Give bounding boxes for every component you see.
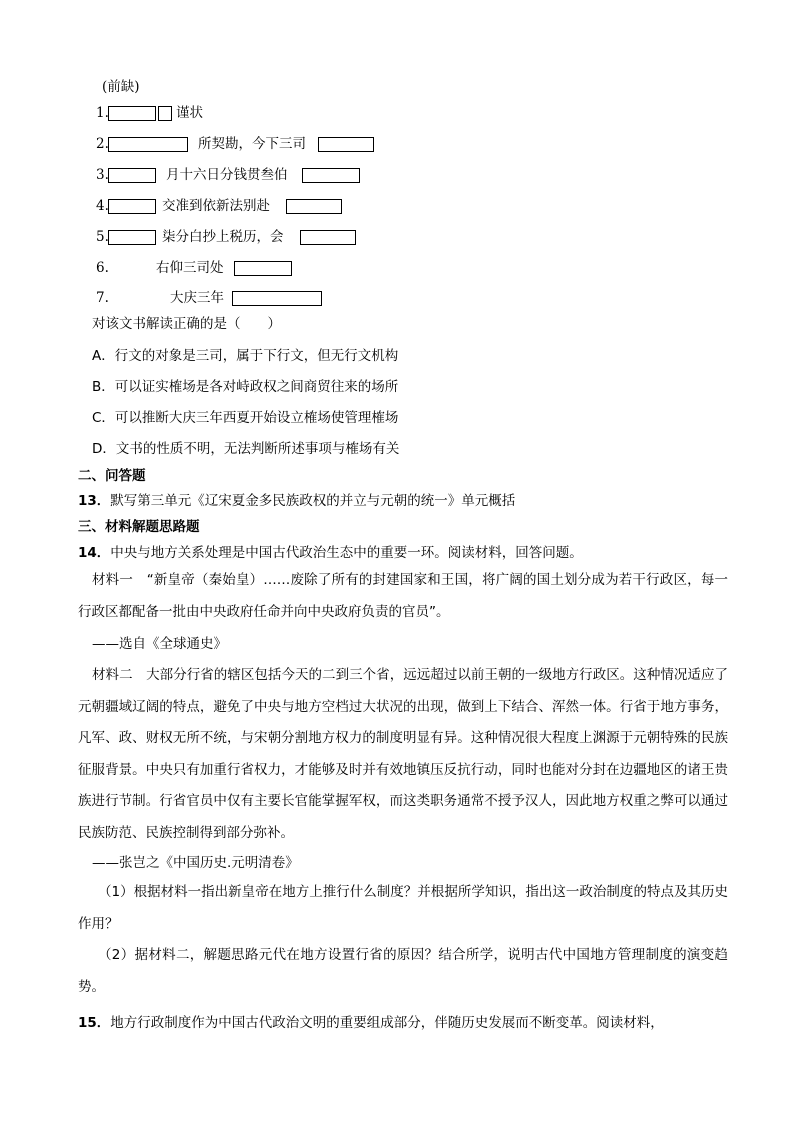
sub-question-1: （1）根据材料一指出新皇帝在地方上推行什么制度？并根据所学知识，指出这一政治制度的特点及其历史作用？ [78, 884, 728, 932]
document-line-text: 右仰三司处 [156, 260, 224, 276]
document-line-text: 交准到依新法别赴 [162, 198, 270, 214]
material-one: 材料一 “新皇帝（秦始皇）……废除了所有的封建国家和王国，将广阔的国土划分成为若干行政区，每一行政区都配备一批由中央政府任命并向中央政府负责的官员”。 [78, 572, 728, 620]
question-15 [78, 1011, 664, 1031]
line-number: 4. [96, 198, 109, 214]
question-13 [78, 489, 515, 509]
missing-text-box [108, 199, 156, 214]
missing-text-box [300, 230, 356, 245]
option-c: C．可以推断大庆三年西夏开始设立榷场使管理榷场 [92, 410, 399, 426]
question-number: 14． [78, 545, 111, 561]
missing-text-box [234, 261, 292, 276]
missing-text-box [232, 291, 322, 306]
question-stem: 对该文书解读正确的是（ ） [92, 316, 281, 332]
missing-text-box [108, 137, 188, 152]
document-header: (前缺) [102, 79, 140, 95]
material-source: ——张岂之《中国历史.元明清卷》 [92, 855, 299, 871]
question-text: 地方行政制度作为中国古代政治文明的重要组成部分，伴随历史发展而不断变革。阅读材料， [110, 1015, 664, 1031]
section-title: 二、问答题 [78, 468, 146, 484]
missing-text-box [108, 230, 156, 245]
material-two: 材料二 大部分行省的辖区包括今天的二到三个省，远远超过以前王朝的一级地方行政区。这种情况适应了元朝疆域辽阔的特点，避免了中央与地方空档过大状况的出现，做到上下结合、浑然一体。行省于地方事务，凡军、政、财权无所不统，与宋朝分割地方权力的制度明显有异。这种情况很大程度上渊源于元朝特殊的民族征服背景。中央只有加重行省权力，才能够及时并有效地镇压反抗行动，同时也能对分封在边疆地区的诸王贵族进行节制。行省官员中仅有主要长官能掌握军权，而这类职务通常不授予汉人，因此地方权重之弊可以通过民族防范、民族控制得到部分弥补。 [78, 667, 728, 841]
line-number: 2. [96, 136, 109, 152]
question-text: 默写第三单元《辽宋夏金多民族政权的并立与元朝的统一》单元概括 [110, 493, 516, 509]
option-d: D．文书的性质不明，无法判断所述事项与榷场有关 [92, 441, 400, 457]
document-line-text: 大庆三年 [170, 290, 224, 306]
option-a: A．行文的对象是三司，属于下行文，但无行文机构 [92, 348, 399, 364]
missing-text-box [318, 137, 374, 152]
missing-text-box [286, 199, 342, 214]
question-14 [78, 541, 583, 561]
line-number: 7. [96, 290, 109, 306]
question-text: 中央与地方关系处理是中国古代政治生态中的重要一环。阅读材料，回答问题。 [110, 545, 583, 561]
material-source: ——选自《全球通史》 [92, 636, 227, 652]
line-number: 1. [96, 105, 109, 121]
sub-question-2: （2）据材料二，解题思路元代在地方设置行省的原因？结合所学，说明古代中国地方管理制度的演变趋势。 [78, 947, 728, 995]
missing-text-box [302, 168, 360, 183]
document-line-text: 月十六日分钱贯叁伯 [166, 167, 288, 183]
document-line-text: 谨状 [176, 105, 203, 121]
line-number: 3. [96, 167, 109, 183]
line-number: 5. [96, 229, 109, 245]
question-number: 13． [78, 493, 111, 509]
option-b: B．可以证实榷场是各对峙政权之间商贸往来的场所 [92, 379, 399, 395]
line-number: 6. [96, 260, 109, 276]
document-line-text: 所契勘，今下三司 [198, 136, 306, 152]
question-number: 15． [78, 1015, 111, 1031]
missing-text-box [108, 168, 156, 183]
document-line-text: 柒分白抄上税历，会 [162, 229, 284, 245]
section-title: 三、材料解题思路题 [78, 519, 200, 535]
missing-text-box [158, 106, 172, 121]
missing-text-box [108, 106, 156, 121]
